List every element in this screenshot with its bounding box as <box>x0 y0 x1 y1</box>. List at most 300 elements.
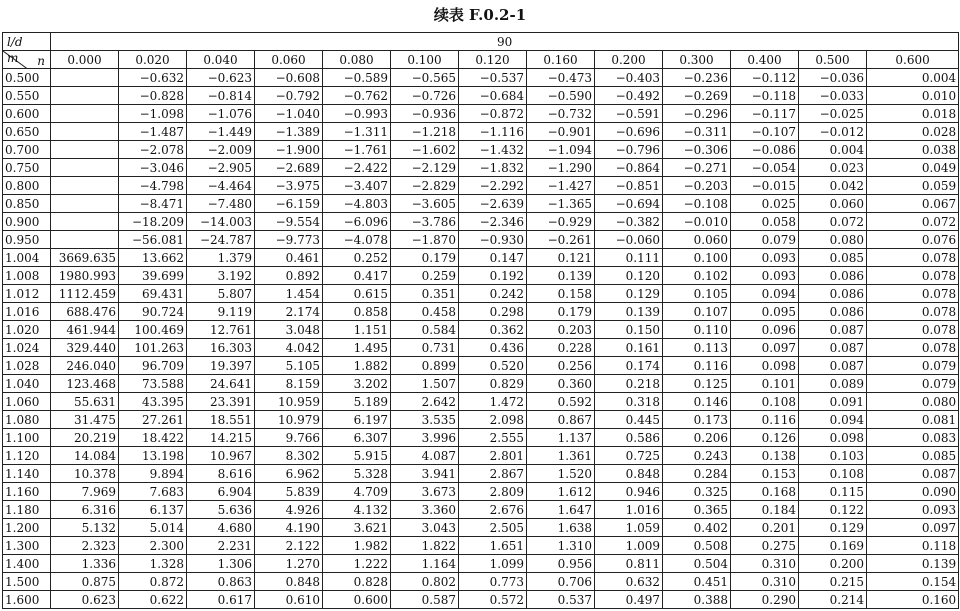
table-cell: 0.080 <box>799 231 867 249</box>
m-value-cell: 0.950 <box>3 231 51 249</box>
table-cell: 0.623 <box>51 591 119 609</box>
table-cell: 0.102 <box>663 267 731 285</box>
table-cell: 0.110 <box>663 321 731 339</box>
table-cell: 1980.993 <box>51 267 119 285</box>
table-cell: 13.662 <box>119 249 187 267</box>
table-cell: 0.863 <box>187 573 255 591</box>
table-cell: 69.431 <box>119 285 187 303</box>
table-cell: −7.480 <box>187 195 255 213</box>
table-cell: −1.832 <box>459 159 527 177</box>
table-cell: −0.036 <box>799 69 867 87</box>
table-cell: 0.107 <box>663 303 731 321</box>
table-cell: 0.025 <box>731 195 799 213</box>
table-cell: −9.773 <box>255 231 323 249</box>
table-cell: 0.617 <box>187 591 255 609</box>
table-cell: 0.115 <box>799 483 867 501</box>
table-cell: −0.108 <box>663 195 731 213</box>
table-cell: 0.138 <box>731 447 799 465</box>
table-cell: 0.090 <box>867 483 959 501</box>
coefficient-table <box>2 32 959 609</box>
n-header-cell: 0.160 <box>527 51 595 69</box>
table-cell: 0.096 <box>731 321 799 339</box>
table-cell: 0.079 <box>731 231 799 249</box>
table-cell: −3.605 <box>391 195 459 213</box>
table-cell: 5.014 <box>119 519 187 537</box>
table-cell: −0.930 <box>459 231 527 249</box>
table-cell: −1.389 <box>255 123 323 141</box>
table-cell: −4.798 <box>119 177 187 195</box>
table-cell: 0.252 <box>323 249 391 267</box>
table-row <box>3 159 959 177</box>
table-cell: 0.095 <box>731 303 799 321</box>
table-cell: 0.153 <box>731 465 799 483</box>
table-cell: 1.882 <box>323 357 391 375</box>
table-cell: 0.956 <box>527 555 595 573</box>
table-row <box>3 105 959 123</box>
table-cell: 0.572 <box>459 591 527 609</box>
table-cell: −1.432 <box>459 141 527 159</box>
table-row <box>3 501 959 519</box>
table-cell: 2.555 <box>459 429 527 447</box>
table-row <box>3 483 959 501</box>
table-cell: 0.004 <box>867 69 959 87</box>
table-cell: 0.586 <box>595 429 663 447</box>
table-cell: 0.160 <box>867 591 959 609</box>
table-cell: 0.078 <box>867 321 959 339</box>
table-cell: 0.325 <box>663 483 731 501</box>
table-cell: 6.137 <box>119 501 187 519</box>
table-cell: 10.378 <box>51 465 119 483</box>
m-value-cell: 0.500 <box>3 69 51 87</box>
table-cell: −18.209 <box>119 213 187 231</box>
table-cell: −2.639 <box>459 195 527 213</box>
table-cell: 0.120 <box>595 267 663 285</box>
table-cell: −1.098 <box>119 105 187 123</box>
table-cell: −0.901 <box>527 123 595 141</box>
table-cell: 5.839 <box>255 483 323 501</box>
table-cell: 0.461 <box>255 249 323 267</box>
table-cell: 0.028 <box>867 123 959 141</box>
table-cell: 1.507 <box>391 375 459 393</box>
table-row <box>3 87 959 105</box>
table-row <box>3 195 959 213</box>
table-cell: 0.080 <box>867 393 959 411</box>
table-cell: 10.979 <box>255 411 323 429</box>
table-cell: 0.436 <box>459 339 527 357</box>
table-cell: 0.118 <box>867 537 959 555</box>
table-cell: 0.129 <box>799 519 867 537</box>
table-cell: 0.592 <box>527 393 595 411</box>
table-cell: −2.078 <box>119 141 187 159</box>
table-cell: 1.638 <box>527 519 595 537</box>
table-cell: 0.122 <box>799 501 867 519</box>
table-cell: −9.554 <box>255 213 323 231</box>
table-cell: 0.086 <box>799 285 867 303</box>
table-cell: −0.762 <box>323 87 391 105</box>
table-cell: 43.395 <box>119 393 187 411</box>
table-cell: 0.078 <box>867 285 959 303</box>
table-cell: 1.647 <box>527 501 595 519</box>
table-cell: 20.219 <box>51 429 119 447</box>
table-cell: −4.078 <box>323 231 391 249</box>
table-cell: 0.867 <box>527 411 595 429</box>
table-cell: 1.164 <box>391 555 459 573</box>
table-cell: 0.060 <box>663 231 731 249</box>
table-cell: −0.608 <box>255 69 323 87</box>
table-cell: 688.476 <box>51 303 119 321</box>
table-cell: 9.766 <box>255 429 323 447</box>
table-cell: 0.417 <box>323 267 391 285</box>
table-cell: −0.591 <box>595 105 663 123</box>
table-cell: 1.306 <box>187 555 255 573</box>
table-cell: 0.520 <box>459 357 527 375</box>
table-row <box>3 357 959 375</box>
table-cell: 0.290 <box>731 591 799 609</box>
table-cell: −0.271 <box>663 159 731 177</box>
table-cell: 0.079 <box>867 375 959 393</box>
table-cell: 5.132 <box>51 519 119 537</box>
table-cell: 0.038 <box>867 141 959 159</box>
n-header-cell: 0.300 <box>663 51 731 69</box>
table-cell: 0.004 <box>799 141 867 159</box>
table-cell: 16.303 <box>187 339 255 357</box>
m-value-cell: 1.004 <box>3 249 51 267</box>
table-cell: −0.060 <box>595 231 663 249</box>
table-row <box>3 429 959 447</box>
table-cell <box>51 159 119 177</box>
table-cell: −0.054 <box>731 159 799 177</box>
table-cell: 0.094 <box>731 285 799 303</box>
table-row <box>3 141 959 159</box>
table-cell: 1.612 <box>527 483 595 501</box>
table-cell: 0.725 <box>595 447 663 465</box>
table-cell: −0.492 <box>595 87 663 105</box>
n-header-cell: 0.080 <box>323 51 391 69</box>
table-cell: 1.472 <box>459 393 527 411</box>
table-row <box>3 249 959 267</box>
table-cell: 2.801 <box>459 447 527 465</box>
table-cell: 0.097 <box>731 339 799 357</box>
table-cell: −0.792 <box>255 87 323 105</box>
table-cell: 31.475 <box>51 411 119 429</box>
table-cell: 1.270 <box>255 555 323 573</box>
table-cell: 1.520 <box>527 465 595 483</box>
table-cell: −0.118 <box>731 87 799 105</box>
m-value-cell: 0.600 <box>3 105 51 123</box>
table-cell: 0.108 <box>731 393 799 411</box>
table-cell: 0.892 <box>255 267 323 285</box>
table-cell: 0.139 <box>527 267 595 285</box>
table-cell: 0.872 <box>119 573 187 591</box>
table-cell: 0.706 <box>527 573 595 591</box>
table-cell: 0.078 <box>867 303 959 321</box>
table-cell: −1.040 <box>255 105 323 123</box>
table-cell: 0.146 <box>663 393 731 411</box>
table-cell: 1.495 <box>323 339 391 357</box>
n-header-cell: 0.100 <box>391 51 459 69</box>
table-cell: 10.959 <box>255 393 323 411</box>
n-header-cell: 0.500 <box>799 51 867 69</box>
table-cell: −1.218 <box>391 123 459 141</box>
table-cell: 4.132 <box>323 501 391 519</box>
table-cell: 100.469 <box>119 321 187 339</box>
group-header: 90 <box>51 33 959 51</box>
table-cell <box>51 141 119 159</box>
table-row <box>3 213 959 231</box>
table-cell: −2.829 <box>391 177 459 195</box>
table-cell: 0.139 <box>595 303 663 321</box>
table-cell: 3669.635 <box>51 249 119 267</box>
table-cell: 1.336 <box>51 555 119 573</box>
table-cell: 0.098 <box>799 429 867 447</box>
table-cell: 3.202 <box>323 375 391 393</box>
table-cell: −3.975 <box>255 177 323 195</box>
table-cell: 73.588 <box>119 375 187 393</box>
table-cell: 0.168 <box>731 483 799 501</box>
table-row <box>3 537 959 555</box>
m-label: m <box>7 51 19 65</box>
table-cell: 0.089 <box>799 375 867 393</box>
table-cell: 0.094 <box>799 411 867 429</box>
table-cell: 1.310 <box>527 537 595 555</box>
table-cell: −2.292 <box>459 177 527 195</box>
table-cell: 0.802 <box>391 573 459 591</box>
m-value-cell: 1.028 <box>3 357 51 375</box>
table-cell: 3.621 <box>323 519 391 537</box>
table-cell: 0.731 <box>391 339 459 357</box>
table-cell: −0.025 <box>799 105 867 123</box>
table-cell: −1.116 <box>459 123 527 141</box>
table-cell: −0.306 <box>663 141 731 159</box>
table-cell: 0.067 <box>867 195 959 213</box>
table-cell: −0.814 <box>187 87 255 105</box>
m-value-cell: 1.160 <box>3 483 51 501</box>
table-cell: 0.093 <box>867 501 959 519</box>
n-header-cell: 0.200 <box>595 51 663 69</box>
table-cell: 0.100 <box>663 249 731 267</box>
table-cell: −3.407 <box>323 177 391 195</box>
table-cell: 101.263 <box>119 339 187 357</box>
table-row <box>3 393 959 411</box>
m-value-cell: 0.550 <box>3 87 51 105</box>
table-cell: 0.310 <box>731 573 799 591</box>
table-cell: 0.060 <box>799 195 867 213</box>
table-cell: 0.086 <box>799 303 867 321</box>
table-cell: −0.993 <box>323 105 391 123</box>
table-cell: −0.269 <box>663 87 731 105</box>
table-cell: 0.632 <box>595 573 663 591</box>
table-cell: −2.346 <box>459 213 527 231</box>
table-cell: 0.085 <box>867 447 959 465</box>
table-cell: 0.059 <box>867 177 959 195</box>
table-cell: 0.214 <box>799 591 867 609</box>
table-cell: 96.709 <box>119 357 187 375</box>
m-value-cell: 1.080 <box>3 411 51 429</box>
table-cell: 2.323 <box>51 537 119 555</box>
table-cell: 0.087 <box>799 321 867 339</box>
table-cell: 1.222 <box>323 555 391 573</box>
m-value-cell: 1.060 <box>3 393 51 411</box>
table-cell: 5.807 <box>187 285 255 303</box>
table-cell: 0.023 <box>799 159 867 177</box>
table-cell: 0.899 <box>391 357 459 375</box>
table-cell: 2.867 <box>459 465 527 483</box>
table-cell: −0.203 <box>663 177 731 195</box>
table-cell: −0.107 <box>731 123 799 141</box>
m-value-cell: 0.700 <box>3 141 51 159</box>
table-cell: −0.086 <box>731 141 799 159</box>
table-cell: 0.946 <box>595 483 663 501</box>
table-cell: 0.848 <box>595 465 663 483</box>
table-cell: 0.042 <box>799 177 867 195</box>
table-cell: 4.190 <box>255 519 323 537</box>
ld-header: l/d <box>3 33 51 51</box>
table-cell: 0.184 <box>731 501 799 519</box>
table-cell: 6.197 <box>323 411 391 429</box>
table-cell: 8.302 <box>255 447 323 465</box>
table-cell: 0.147 <box>459 249 527 267</box>
table-cell: 3.192 <box>187 267 255 285</box>
table-cell: 0.072 <box>867 213 959 231</box>
table-cell: 0.087 <box>799 357 867 375</box>
table-cell: 0.206 <box>663 429 731 447</box>
table-cell: −0.623 <box>187 69 255 87</box>
table-cell: −4.464 <box>187 177 255 195</box>
table-cell: 14.084 <box>51 447 119 465</box>
table-cell: −1.290 <box>527 159 595 177</box>
table-row <box>3 411 959 429</box>
table-cell: 1.651 <box>459 537 527 555</box>
table-cell: −0.236 <box>663 69 731 87</box>
table-cell: 0.113 <box>663 339 731 357</box>
table-cell: 10.967 <box>187 447 255 465</box>
table-cell: 0.169 <box>799 537 867 555</box>
table-cell: 0.811 <box>595 555 663 573</box>
table-cell: 0.587 <box>391 591 459 609</box>
table-cell: 0.111 <box>595 249 663 267</box>
table-cell: −0.684 <box>459 87 527 105</box>
table-cell: 0.215 <box>799 573 867 591</box>
table-cell: −1.076 <box>187 105 255 123</box>
table-cell: −0.828 <box>119 87 187 105</box>
table-cell: 0.584 <box>391 321 459 339</box>
table-cell: −0.590 <box>527 87 595 105</box>
table-cell: 0.091 <box>799 393 867 411</box>
table-cell: 5.636 <box>187 501 255 519</box>
table-row <box>3 267 959 285</box>
table-row <box>3 555 959 573</box>
m-value-cell: 1.008 <box>3 267 51 285</box>
table-cell: 4.087 <box>391 447 459 465</box>
table-cell: 0.078 <box>867 339 959 357</box>
table-cell: −0.537 <box>459 69 527 87</box>
n-label: n <box>37 54 45 68</box>
table-cell: 3.048 <box>255 321 323 339</box>
table-cell: 0.098 <box>731 357 799 375</box>
table-row <box>3 231 959 249</box>
table-row <box>3 177 959 195</box>
table-cell: 0.259 <box>391 267 459 285</box>
table-cell: 0.243 <box>663 447 731 465</box>
table-cell: 7.683 <box>119 483 187 501</box>
table-row <box>3 123 959 141</box>
table-cell: 2.809 <box>459 483 527 501</box>
table-cell: 0.097 <box>867 519 959 537</box>
table-cell: −0.010 <box>663 213 731 231</box>
table-cell: 27.261 <box>119 411 187 429</box>
table-cell: 1.009 <box>595 537 663 555</box>
table-cell: 2.098 <box>459 411 527 429</box>
table-cell: 1.379 <box>187 249 255 267</box>
table-cell <box>51 105 119 123</box>
table-cell: 0.058 <box>731 213 799 231</box>
m-value-cell: 1.120 <box>3 447 51 465</box>
table-cell: 0.318 <box>595 393 663 411</box>
table-row <box>3 69 959 87</box>
table-cell: 3.673 <box>391 483 459 501</box>
table-title: 续表 F.0.2-1 <box>433 6 527 24</box>
table-cell: 4.680 <box>187 519 255 537</box>
table-cell: −2.009 <box>187 141 255 159</box>
table-cell <box>51 213 119 231</box>
table-cell: 14.215 <box>187 429 255 447</box>
table-cell: 0.087 <box>867 465 959 483</box>
n-header-cell: 0.040 <box>187 51 255 69</box>
m-value-cell: 1.100 <box>3 429 51 447</box>
table-cell: −14.003 <box>187 213 255 231</box>
table-cell: 0.256 <box>527 357 595 375</box>
table-cell: −0.872 <box>459 105 527 123</box>
table-cell: −0.311 <box>663 123 731 141</box>
table-cell: 0.192 <box>459 267 527 285</box>
table-cell: 0.360 <box>527 375 595 393</box>
table-cell: 0.072 <box>799 213 867 231</box>
n-header-cell: 0.060 <box>255 51 323 69</box>
table-cell: 0.610 <box>255 591 323 609</box>
table-cell: 0.010 <box>867 87 959 105</box>
table-cell: −0.382 <box>595 213 663 231</box>
table-cell: 12.761 <box>187 321 255 339</box>
n-header-cell: 0.120 <box>459 51 527 69</box>
table-cell: 0.093 <box>731 267 799 285</box>
table-cell: 1.982 <box>323 537 391 555</box>
table-cell: 0.615 <box>323 285 391 303</box>
n-header-cell: 0.400 <box>731 51 799 69</box>
table-cell: −0.732 <box>527 105 595 123</box>
table-cell: 0.085 <box>799 249 867 267</box>
table-cell: 9.894 <box>119 465 187 483</box>
corner-cell <box>3 51 51 69</box>
table-cell: 0.081 <box>867 411 959 429</box>
table-cell: 0.508 <box>663 537 731 555</box>
table-cell: 3.043 <box>391 519 459 537</box>
table-cell <box>51 231 119 249</box>
table-cell: −0.864 <box>595 159 663 177</box>
table-cell: 0.154 <box>867 573 959 591</box>
table-cell: 6.962 <box>255 465 323 483</box>
table-cell: −0.012 <box>799 123 867 141</box>
table-cell: 2.300 <box>119 537 187 555</box>
table-cell: 0.445 <box>595 411 663 429</box>
table-cell: 39.699 <box>119 267 187 285</box>
table-cell: 0.451 <box>663 573 731 591</box>
table-cell: 0.228 <box>527 339 595 357</box>
table-cell: 8.159 <box>255 375 323 393</box>
table-cell: 0.218 <box>595 375 663 393</box>
table-cell: −4.803 <box>323 195 391 213</box>
table-cell: 1.016 <box>595 501 663 519</box>
table-cell: 7.969 <box>51 483 119 501</box>
